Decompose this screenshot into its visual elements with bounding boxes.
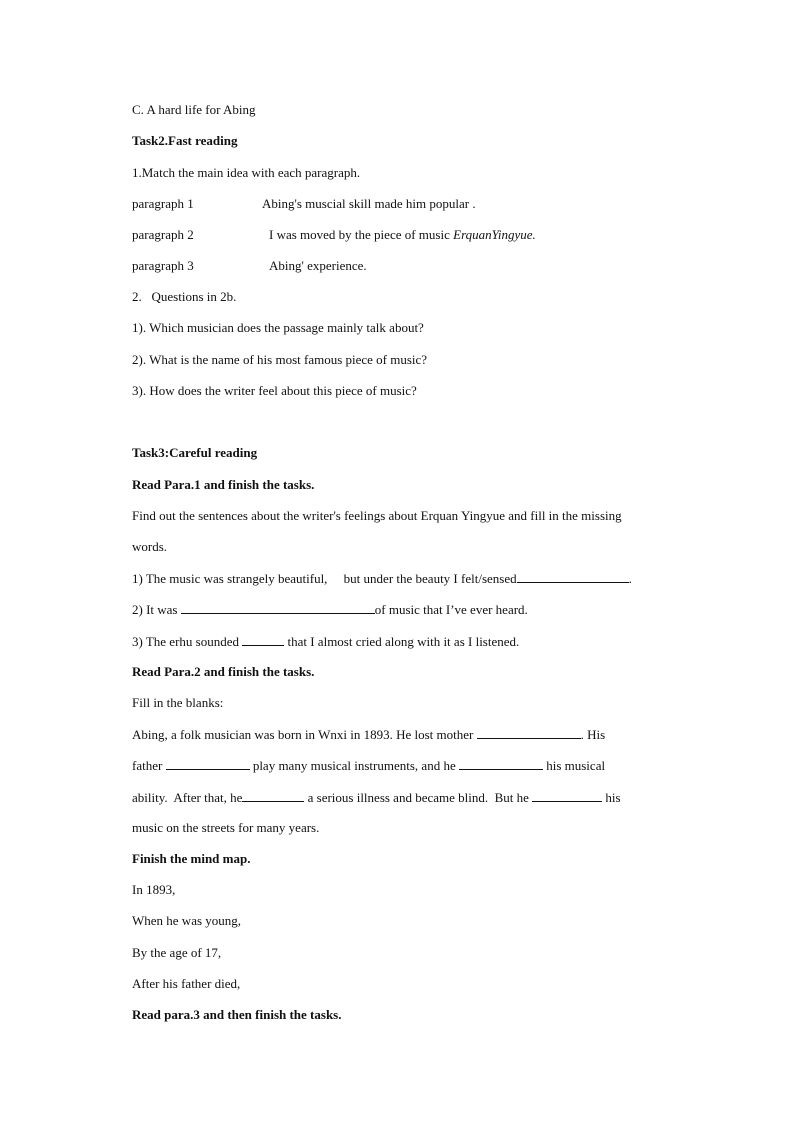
paragraph-1-idea: Abing's muscial skill made him popular .: [262, 196, 476, 211]
task2-heading: Task2.Fast reading: [132, 133, 238, 148]
fill-line-1-end: . His: [580, 727, 606, 742]
paragraph-3-label: paragraph 3: [132, 258, 194, 273]
sentence-1-end: .: [628, 571, 632, 586]
blank-father[interactable]: [166, 757, 250, 770]
para1-sentence-3: [132, 633, 519, 650]
mindmap-item-2: When he was young,: [132, 913, 242, 928]
mindmap-item-1: In 1893,: [132, 882, 176, 897]
sentence-3-end: that I almost cried along with it as I listened.: [284, 634, 520, 649]
mindmap-item-4: After his father died,: [132, 976, 241, 991]
question-3: 3). How does the writer feel about this piece of music?: [132, 383, 417, 398]
sentence-3-start: 3) The erhu sounded: [132, 634, 243, 649]
fill-line-1: [132, 726, 605, 743]
mindmap-item-3: By the age of 17,: [132, 945, 222, 960]
paragraph-2-label: paragraph 2: [132, 227, 194, 242]
fill-line-3-end: his: [602, 790, 621, 805]
para1-instruction-line1: Find out the sentences about the writer's feelings about Erquan Yingyue and fill in the missing: [132, 508, 622, 523]
task2-instruction: 1.Match the main idea with each paragraph.: [132, 165, 361, 180]
fill-line-4: music on the streets for many years.: [132, 820, 320, 835]
blank-musical-ability[interactable]: [459, 757, 543, 770]
paragraph-2-idea: [269, 227, 536, 243]
blank-illness[interactable]: [242, 789, 304, 802]
mindmap-heading: Finish the mind map.: [132, 851, 251, 866]
para1-sentence-1: [132, 570, 632, 587]
para1-instruction-line2: words.: [132, 539, 168, 554]
question-2: 2). What is the name of his most famous piece of music?: [132, 352, 428, 367]
fill-line-3-mid: a serious illness and became blind. But he: [304, 790, 533, 805]
blank-felt-sensed[interactable]: [517, 570, 629, 583]
blank-played-music[interactable]: [532, 789, 602, 802]
para1-heading: Read Para.1 and finish the tasks.: [132, 477, 315, 492]
fill-line-2: [132, 757, 605, 774]
sentence-1-text: 1) The music was strangely beautiful, but under the beauty I felt/sensed: [132, 571, 517, 586]
paragraph-1-label: paragraph 1: [132, 196, 194, 211]
sentence-2-start: 2) It was: [132, 602, 181, 617]
para2-heading: Read Para.2 and finish the tasks.: [132, 664, 315, 679]
blank-sounded[interactable]: [242, 633, 284, 646]
para1-sentence-2: [132, 601, 528, 618]
blank-superlative[interactable]: [181, 601, 375, 614]
paragraph-2-idea-text: I was moved by the piece of music: [269, 227, 450, 242]
option-c: C. A hard life for Abing: [132, 102, 256, 117]
fill-line-2-end: his musical: [542, 758, 606, 773]
fill-line-1-start: Abing, a folk musician was born in Wnxi in 1893. He lost mother: [132, 727, 477, 742]
paragraph-2-idea-title: ErquanYingyue.: [453, 227, 536, 242]
fill-line-3: [132, 789, 621, 806]
para3-heading: Read para.3 and then finish the tasks.: [132, 1007, 342, 1022]
blank-lost-mother[interactable]: [477, 726, 581, 739]
question-1: 1). Which musician does the passage mainly talk about?: [132, 320, 424, 335]
paragraph-3-idea: Abing' experience.: [269, 258, 367, 273]
fill-line-3-start: ability. After that, he: [132, 790, 243, 805]
fill-line-2-start: father: [132, 758, 166, 773]
fill-line-2-mid: play many musical instruments, and he: [249, 758, 459, 773]
sentence-2-end: of music that I’ve ever heard.: [374, 602, 528, 617]
questions-heading: 2. Questions in 2b.: [132, 289, 237, 304]
fill-label: Fill in the blanks:: [132, 695, 224, 710]
task3-heading: Task3:Careful reading: [132, 445, 258, 460]
